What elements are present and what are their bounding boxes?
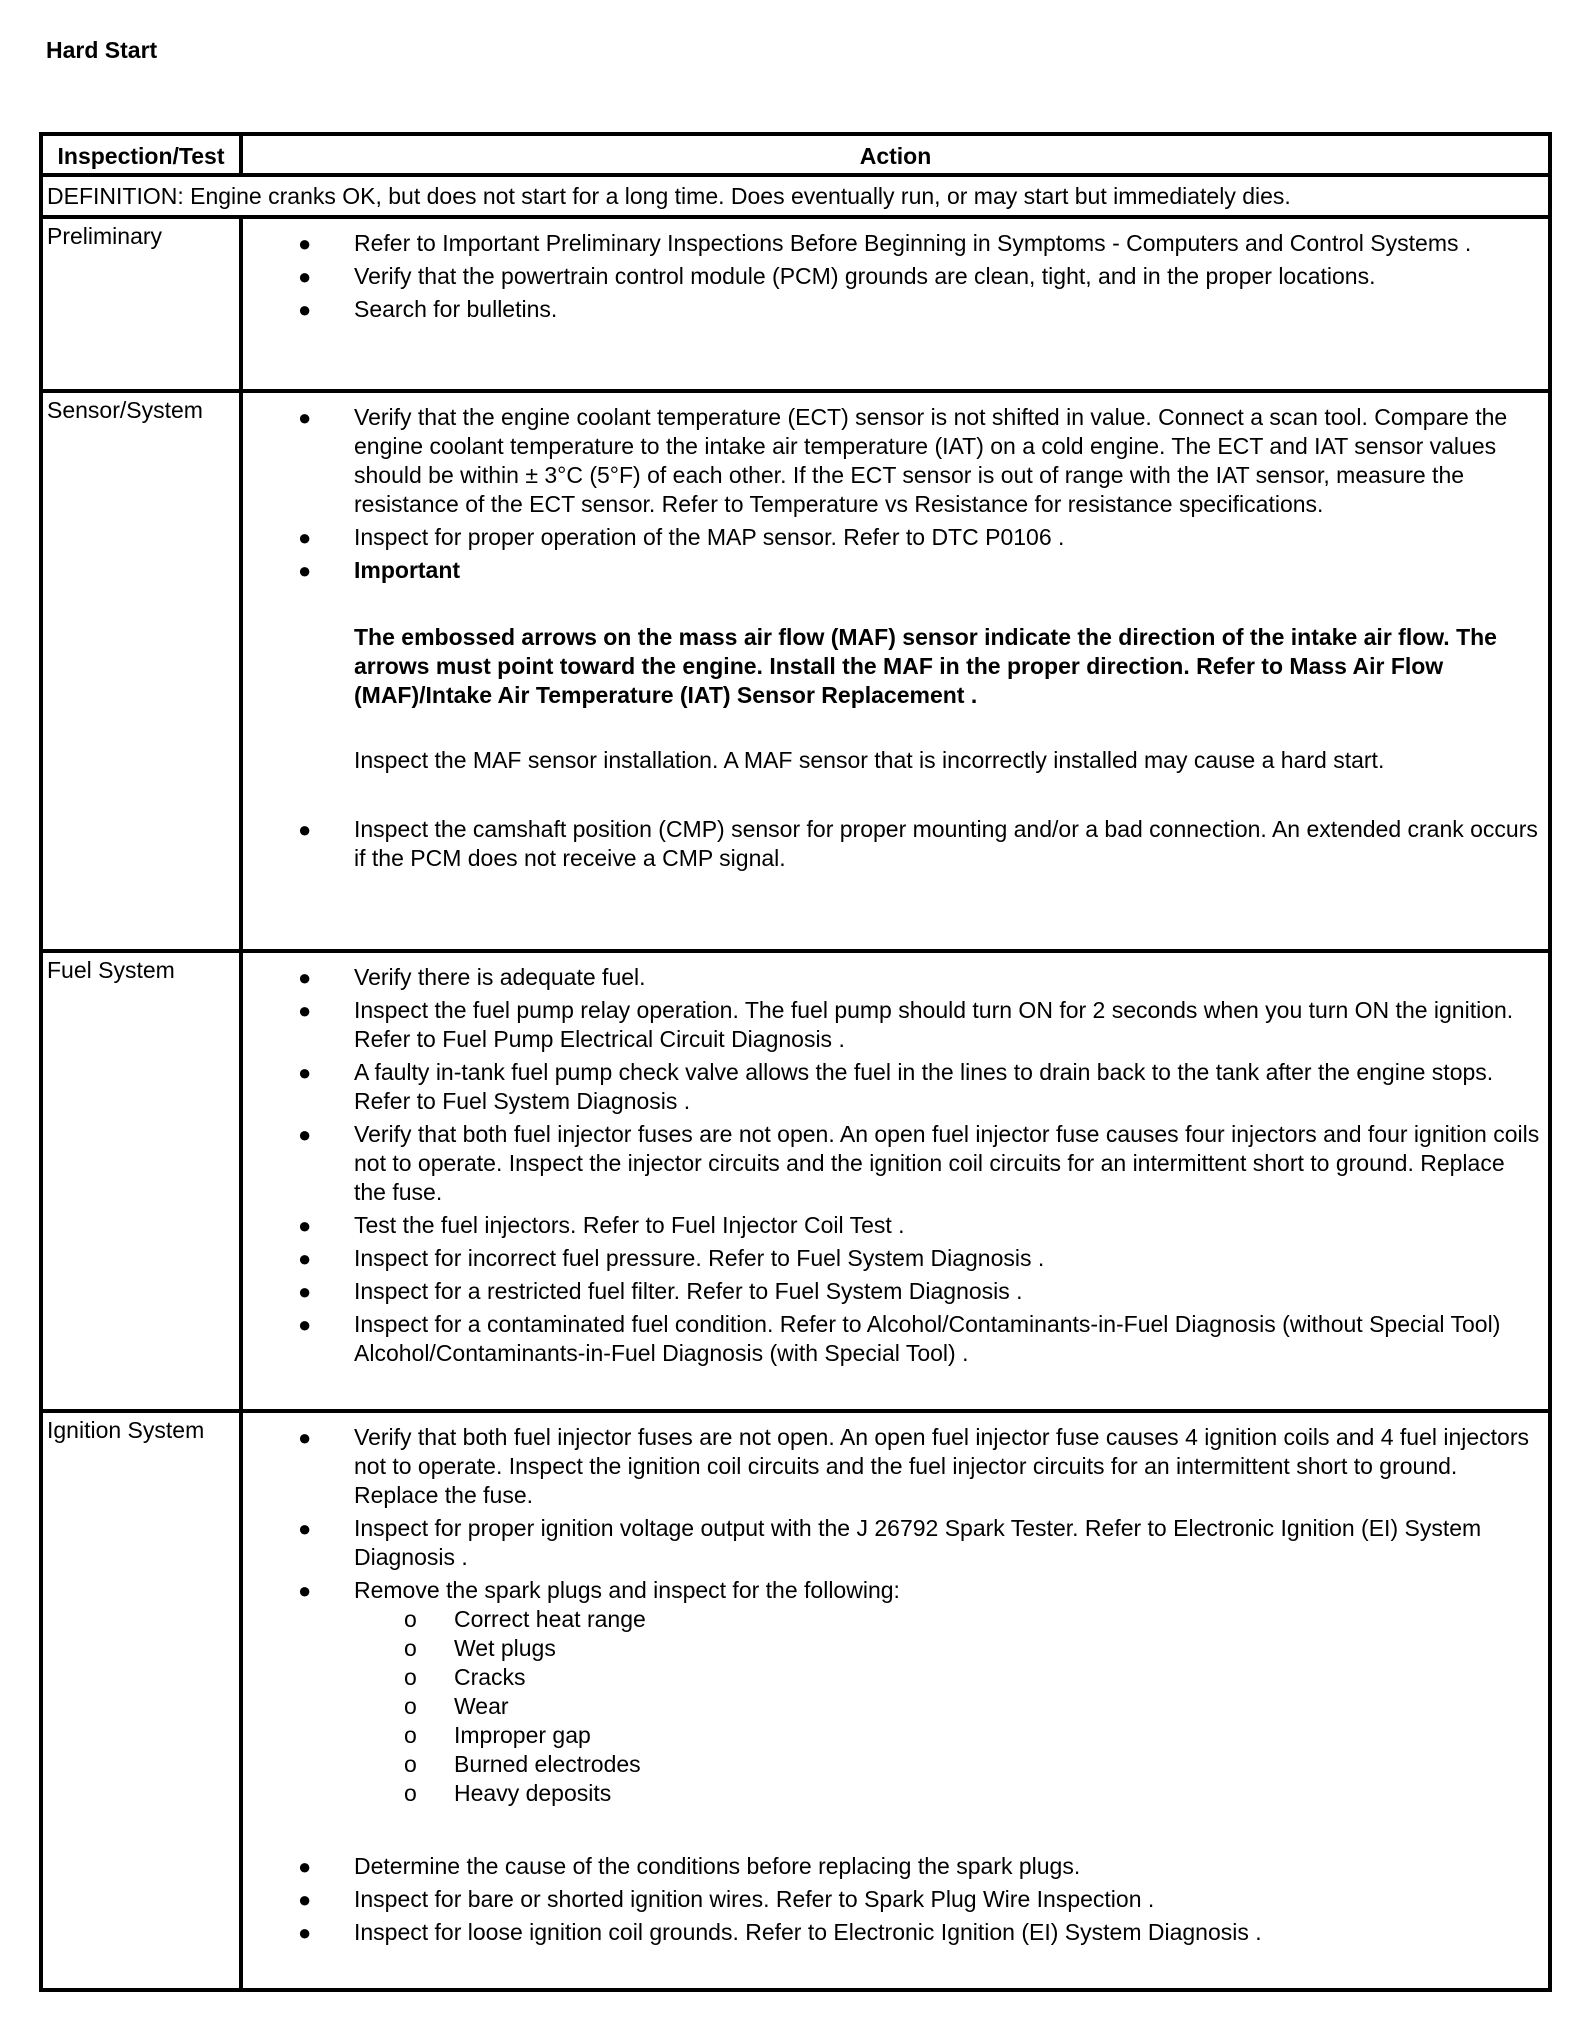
bullet-icon: ●: [298, 1213, 312, 1238]
sub-list-item: [354, 1750, 1540, 1779]
circle-bullet-icon: o: [404, 1751, 417, 1777]
list-item: [243, 1885, 1540, 1914]
bullet-icon: ●: [298, 1060, 312, 1085]
bullet-icon: ●: [298, 1312, 312, 1337]
bullet-icon: ●: [298, 264, 312, 289]
list-item: [243, 963, 1540, 992]
sub-list-item: [354, 1634, 1540, 1663]
bullet-icon: ●: [298, 1578, 312, 1603]
sub-list-item-text: Correct heat range: [454, 1606, 646, 1632]
sub-list-item-text: Improper gap: [454, 1722, 591, 1748]
list-item-text: Verify that the engine coolant temperature (ECT) sensor is not shifted in value. Connect a scan tool. Compare the engine coolant temperature to the intake air temperature (IAT) on a cold engine. The ECT and IAT sensor values should be within ± 3°C (5°F) of each other. If the ECT sensor is out of range with the IAT sensor, measure the resistance of the ECT sensor. Refer to Temperature vs Resistance for resistance specifications.: [354, 404, 1508, 517]
bullet-icon: ●: [298, 1887, 312, 1912]
bullet-icon: ●: [298, 558, 312, 583]
list-item: [243, 523, 1540, 552]
header-inspection-test: Inspection/Test: [43, 136, 243, 173]
sub-list-item: [354, 1779, 1540, 1808]
table-row-ignition-system: [43, 1413, 1548, 1988]
row-label: Preliminary: [43, 219, 243, 389]
list-item-text: Verify that both fuel injector fuses are not open. An open fuel injector fuse causes four injectors and four ignition coils not to operate. Inspect the injector circuits and the ignition coil circuits for an intermittent short to ground. Replace the fuse.: [354, 1121, 1540, 1205]
row-actions: [243, 1413, 1548, 1988]
circle-bullet-icon: o: [404, 1722, 417, 1748]
list-item-text: Refer to Important Preliminary Inspections Before Beginning in Symptoms - Computers and Control Systems .: [354, 230, 1472, 256]
row-actions: [243, 219, 1548, 389]
circle-bullet-icon: o: [404, 1635, 417, 1661]
bullet-icon: ●: [298, 525, 312, 550]
bullet-icon: ●: [298, 1425, 312, 1450]
list-item: [243, 1277, 1540, 1306]
list-item: [243, 262, 1540, 291]
row-label: Sensor/System: [43, 393, 243, 949]
list-item-text: Verify that the powertrain control module (PCM) grounds are clean, tight, and in the proper locations.: [354, 263, 1376, 289]
bullet-icon: ●: [298, 1122, 312, 1147]
list-item: [243, 1211, 1540, 1240]
list-item-text: Inspect for proper ignition voltage output with the J 26792 Spark Tester. Refer to Electronic Ignition (EI) System Diagnosis .: [354, 1515, 1482, 1570]
list-item: [243, 1576, 1540, 1848]
bullet-icon: ●: [298, 817, 312, 842]
list-item: [243, 1244, 1540, 1273]
list-item: [243, 229, 1540, 258]
list-item-text: A faulty in-tank fuel pump check valve allows the fuel in the lines to drain back to the tank after the engine stops. Refer to Fuel System Diagnosis .: [354, 1059, 1494, 1114]
circle-bullet-icon: o: [404, 1606, 417, 1632]
diagnostic-table: [39, 132, 1552, 1992]
bullet-icon: ●: [298, 297, 312, 322]
table-row-preliminary: [43, 219, 1548, 393]
row-actions: [243, 393, 1548, 949]
list-item: [243, 1514, 1540, 1572]
list-item-text: Test the fuel injectors. Refer to Fuel Injector Coil Test .: [354, 1212, 905, 1238]
bullet-icon: ●: [298, 965, 312, 990]
circle-bullet-icon: o: [404, 1664, 417, 1690]
row-actions: [243, 953, 1548, 1409]
list-item-text: Inspect the fuel pump relay operation. The fuel pump should turn ON for 2 seconds when you turn ON the ignition. Refer to Fuel Pump Electrical Circuit Diagnosis .: [354, 997, 1514, 1052]
bullet-icon: ●: [298, 998, 312, 1023]
list-item-text: Verify there is adequate fuel.: [354, 964, 646, 990]
important-note: The embossed arrows on the mass air flow (MAF) sensor indicate the direction of the intake air flow. The arrows must point toward the engine. Install the MAF in the proper direction. Refer to Mass Air Flow (MAF)/Intake Air Temperature (IAT) Sensor Replacement .: [354, 624, 1497, 708]
list-item: [243, 1852, 1540, 1881]
sub-list-item: [354, 1663, 1540, 1692]
bullet-icon: ●: [298, 405, 312, 430]
header-action: Action: [859, 143, 932, 169]
list-item-text: Inspect for bare or shorted ignition wires. Refer to Spark Plug Wire Inspection .: [354, 1886, 1155, 1912]
spacer: [354, 1808, 1540, 1848]
list-item-text: Verify that both fuel injector fuses are not open. An open fuel injector fuse causes 4 ignition coils and 4 fuel injectors not to operate. Inspect the ignition coil circuits and the fuel injector circuits for an intermittent short to ground. Replace the fuse.: [354, 1424, 1529, 1508]
row-label: Fuel System: [43, 953, 243, 1409]
bullet-icon: ●: [298, 1920, 312, 1945]
bullet-icon: ●: [298, 231, 312, 256]
page-title: Hard Start: [46, 37, 158, 63]
list-item-text: Inspect the camshaft position (CMP) sensor for proper mounting and/or a bad connection. An extended crank occurs if the PCM does not receive a CMP signal.: [354, 816, 1538, 871]
spacer: [354, 775, 1540, 811]
list-item-text: Determine the cause of the conditions before replacing the spark plugs.: [354, 1853, 1081, 1879]
list-item: [243, 1310, 1540, 1368]
table-row-fuel-system: [43, 953, 1548, 1413]
list-item-text: Inspect for proper operation of the MAP sensor. Refer to DTC P0106 .: [354, 524, 1065, 550]
list-item-text: Inspect for a contaminated fuel condition. Refer to Alcohol/Contaminants-in-Fuel Diagnosis (without Special Tool) Alcohol/Contaminants-in-Fuel Diagnosis (with Special Tool) .: [354, 1311, 1501, 1366]
sub-list-item-text: Burned electrodes: [454, 1751, 641, 1777]
important-followup: Inspect the MAF sensor installation. A MAF sensor that is incorrectly installed may cause a hard start.: [354, 747, 1385, 773]
list-item-text: Remove the spark plugs and inspect for the following:: [354, 1577, 900, 1603]
sub-list-item-text: Wet plugs: [454, 1635, 556, 1661]
list-item: [243, 403, 1540, 519]
list-item-text: Search for bulletins.: [354, 296, 558, 322]
sub-list-item: [354, 1605, 1540, 1634]
circle-bullet-icon: o: [404, 1780, 417, 1806]
list-item: [243, 295, 1540, 324]
list-item: [243, 1918, 1540, 1947]
sub-list-item-text: Heavy deposits: [454, 1780, 612, 1806]
list-item: [243, 1423, 1540, 1510]
sub-list-item: [354, 1721, 1540, 1750]
spark-plug-conditions: [354, 1605, 1540, 1808]
important-label: Important: [354, 557, 461, 583]
list-item: [243, 996, 1540, 1054]
bullet-icon: ●: [298, 1854, 312, 1879]
list-item-text: Inspect for loose ignition coil grounds. Refer to Electronic Ignition (EI) System Diagnosis .: [354, 1919, 1262, 1945]
list-item-text: Inspect for incorrect fuel pressure. Refer to Fuel System Diagnosis .: [354, 1245, 1045, 1271]
definition-row: DEFINITION: Engine cranks OK, but does not start for a long time. Does eventually run, or may start but immediately dies.: [43, 177, 1548, 219]
sub-list-item-text: Wear: [454, 1693, 509, 1719]
bullet-icon: ●: [298, 1279, 312, 1304]
sub-list-item-text: Cracks: [454, 1664, 526, 1690]
circle-bullet-icon: o: [404, 1693, 417, 1719]
list-item-text: Inspect for a restricted fuel filter. Refer to Fuel System Diagnosis .: [354, 1278, 1023, 1304]
list-item: [243, 815, 1540, 873]
table-row-sensor-system: [43, 393, 1548, 953]
table-header-row: [43, 136, 1548, 177]
row-label: Ignition System: [43, 1413, 243, 1988]
sub-list-item: [354, 1692, 1540, 1721]
list-item: [243, 1058, 1540, 1116]
list-item: [243, 1120, 1540, 1207]
bullet-icon: ●: [298, 1516, 312, 1541]
bullet-icon: ●: [298, 1246, 312, 1271]
list-item-important: [243, 556, 1540, 811]
